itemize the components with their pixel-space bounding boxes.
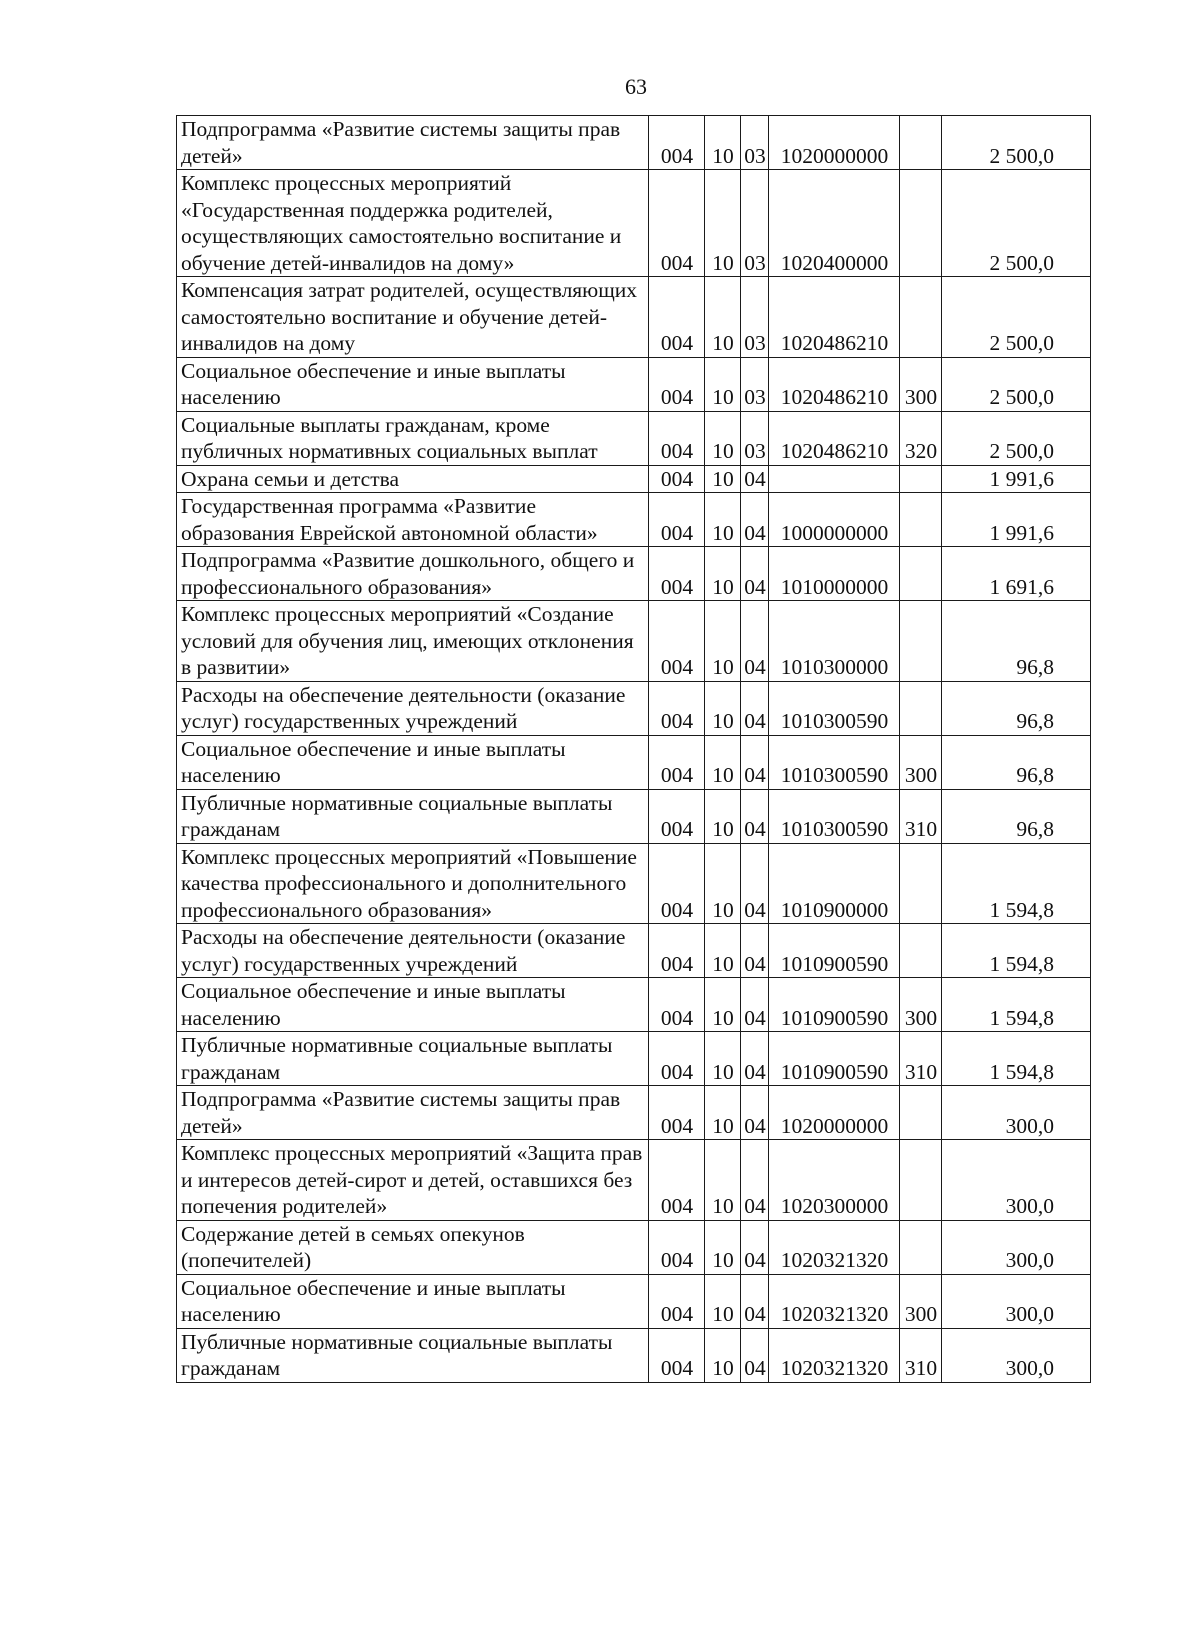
amount-cell: 1 691,6 bbox=[942, 547, 1091, 601]
section-code-cell: 10 bbox=[705, 1220, 741, 1274]
target-article-code-cell: 1020321320 bbox=[769, 1220, 900, 1274]
expense-type-code-cell bbox=[900, 924, 942, 978]
amount-cell: 300,0 bbox=[942, 1328, 1091, 1382]
table-row bbox=[177, 735, 1091, 789]
target-article-code-cell: 1020486210 bbox=[769, 277, 900, 358]
table-row bbox=[177, 411, 1091, 465]
section-code-cell: 10 bbox=[705, 465, 741, 493]
expense-name-cell: Социальные выплаты гражданам, кроме публичных нормативных социальных выплат bbox=[177, 411, 649, 465]
department-code-cell: 004 bbox=[649, 1140, 705, 1221]
target-article-code-cell: 1020300000 bbox=[769, 1140, 900, 1221]
target-article-code-cell: 1010000000 bbox=[769, 547, 900, 601]
amount-cell: 1 594,8 bbox=[942, 1032, 1091, 1086]
expense-name-cell: Содержание детей в семьях опекунов (попечителей) bbox=[177, 1220, 649, 1274]
target-article-code-cell: 1010300590 bbox=[769, 789, 900, 843]
expense-name-cell: Социальное обеспечение и иные выплаты населению bbox=[177, 1274, 649, 1328]
amount-cell: 300,0 bbox=[942, 1274, 1091, 1328]
target-article-code-cell: 1010900590 bbox=[769, 978, 900, 1032]
expense-name-cell: Расходы на обеспечение деятельности (оказание услуг) государственных учреждений bbox=[177, 681, 649, 735]
expense-type-code-cell: 300 bbox=[900, 1274, 942, 1328]
table-row bbox=[177, 1032, 1091, 1086]
expense-name-cell: Комплекс процессных мероприятий «Государственная поддержка родителей, осуществляющих самостоятельно воспитание и обучение детей-инвалидов на дому» bbox=[177, 170, 649, 277]
subsection-code-cell: 04 bbox=[741, 1140, 769, 1221]
department-code-cell: 004 bbox=[649, 116, 705, 170]
expense-type-code-cell bbox=[900, 1220, 942, 1274]
page-number: 63 bbox=[625, 74, 647, 99]
expense-name-cell: Компенсация затрат родителей, осуществляющих самостоятельно воспитание и обучение детей-инвалидов на дому bbox=[177, 277, 649, 358]
expense-type-code-cell bbox=[900, 170, 942, 277]
amount-cell: 1 594,8 bbox=[942, 924, 1091, 978]
amount-cell: 96,8 bbox=[942, 735, 1091, 789]
amount-cell: 2 500,0 bbox=[942, 357, 1091, 411]
target-article-code-cell: 1020486210 bbox=[769, 357, 900, 411]
table-body bbox=[177, 116, 1091, 1383]
target-article-code-cell: 1010300000 bbox=[769, 601, 900, 682]
expense-name-cell: Подпрограмма «Развитие системы защиты прав детей» bbox=[177, 116, 649, 170]
subsection-code-cell: 03 bbox=[741, 116, 769, 170]
amount-cell: 2 500,0 bbox=[942, 170, 1091, 277]
subsection-code-cell: 04 bbox=[741, 789, 769, 843]
section-code-cell: 10 bbox=[705, 735, 741, 789]
subsection-code-cell: 04 bbox=[741, 1274, 769, 1328]
expense-name-cell: Государственная программа «Развитие образования Еврейской автономной области» bbox=[177, 493, 649, 547]
expense-name-cell: Публичные нормативные социальные выплаты гражданам bbox=[177, 1328, 649, 1382]
target-article-code-cell: 1020321320 bbox=[769, 1274, 900, 1328]
subsection-code-cell: 03 bbox=[741, 277, 769, 358]
department-code-cell: 004 bbox=[649, 493, 705, 547]
table-row bbox=[177, 357, 1091, 411]
subsection-code-cell: 04 bbox=[741, 465, 769, 493]
expense-name-cell: Социальное обеспечение и иные выплаты населению bbox=[177, 735, 649, 789]
department-code-cell: 004 bbox=[649, 1220, 705, 1274]
subsection-code-cell: 04 bbox=[741, 681, 769, 735]
subsection-code-cell: 04 bbox=[741, 1086, 769, 1140]
amount-cell: 2 500,0 bbox=[942, 411, 1091, 465]
section-code-cell: 10 bbox=[705, 170, 741, 277]
section-code-cell: 10 bbox=[705, 277, 741, 358]
section-code-cell: 10 bbox=[705, 357, 741, 411]
expense-name-cell: Комплекс процессных мероприятий «Повышение качества профессионального и дополнительного профессионального образования» bbox=[177, 843, 649, 924]
section-code-cell: 10 bbox=[705, 1140, 741, 1221]
department-code-cell: 004 bbox=[649, 277, 705, 358]
target-article-code-cell: 1010900590 bbox=[769, 924, 900, 978]
section-code-cell: 10 bbox=[705, 681, 741, 735]
department-code-cell: 004 bbox=[649, 681, 705, 735]
table-row bbox=[177, 116, 1091, 170]
expense-name-cell: Охрана семьи и детства bbox=[177, 465, 649, 493]
subsection-code-cell: 04 bbox=[741, 1220, 769, 1274]
department-code-cell: 004 bbox=[649, 924, 705, 978]
amount-cell: 2 500,0 bbox=[942, 116, 1091, 170]
subsection-code-cell: 04 bbox=[741, 978, 769, 1032]
amount-cell: 2 500,0 bbox=[942, 277, 1091, 358]
department-code-cell: 004 bbox=[649, 357, 705, 411]
department-code-cell: 004 bbox=[649, 1032, 705, 1086]
subsection-code-cell: 03 bbox=[741, 357, 769, 411]
section-code-cell: 10 bbox=[705, 789, 741, 843]
target-article-code-cell: 1020000000 bbox=[769, 1086, 900, 1140]
expense-type-code-cell: 300 bbox=[900, 357, 942, 411]
target-article-code-cell: 1010900590 bbox=[769, 1032, 900, 1086]
department-code-cell: 004 bbox=[649, 1274, 705, 1328]
expense-name-cell: Социальное обеспечение и иные выплаты населению bbox=[177, 357, 649, 411]
expense-name-cell: Комплекс процессных мероприятий «Защита прав и интересов детей-сирот и детей, оставшихся без попечения родителей» bbox=[177, 1140, 649, 1221]
expense-type-code-cell: 320 bbox=[900, 411, 942, 465]
amount-cell: 300,0 bbox=[942, 1220, 1091, 1274]
department-code-cell: 004 bbox=[649, 843, 705, 924]
department-code-cell: 004 bbox=[649, 1328, 705, 1382]
amount-cell: 300,0 bbox=[942, 1140, 1091, 1221]
table-row bbox=[177, 1140, 1091, 1221]
subsection-code-cell: 04 bbox=[741, 547, 769, 601]
expense-type-code-cell: 310 bbox=[900, 1032, 942, 1086]
budget-table bbox=[176, 115, 1091, 1383]
amount-cell: 1 594,8 bbox=[942, 843, 1091, 924]
amount-cell: 1 991,6 bbox=[942, 465, 1091, 493]
section-code-cell: 10 bbox=[705, 411, 741, 465]
table-row bbox=[177, 170, 1091, 277]
expense-type-code-cell bbox=[900, 843, 942, 924]
table-row bbox=[177, 1274, 1091, 1328]
section-code-cell: 10 bbox=[705, 1328, 741, 1382]
subsection-code-cell: 03 bbox=[741, 411, 769, 465]
table-row bbox=[177, 789, 1091, 843]
target-article-code-cell: 1020486210 bbox=[769, 411, 900, 465]
subsection-code-cell: 04 bbox=[741, 601, 769, 682]
table-row bbox=[177, 601, 1091, 682]
section-code-cell: 10 bbox=[705, 601, 741, 682]
department-code-cell: 004 bbox=[649, 411, 705, 465]
department-code-cell: 004 bbox=[649, 465, 705, 493]
expense-type-code-cell bbox=[900, 601, 942, 682]
table-row bbox=[177, 924, 1091, 978]
amount-cell: 96,8 bbox=[942, 601, 1091, 682]
expense-type-code-cell bbox=[900, 465, 942, 493]
target-article-code-cell: 1020321320 bbox=[769, 1328, 900, 1382]
table-row bbox=[177, 465, 1091, 493]
expense-name-cell: Публичные нормативные социальные выплаты гражданам bbox=[177, 1032, 649, 1086]
target-article-code-cell: 1020400000 bbox=[769, 170, 900, 277]
expense-name-cell: Подпрограмма «Развитие дошкольного, общего и профессионального образования» bbox=[177, 547, 649, 601]
amount-cell: 1 594,8 bbox=[942, 978, 1091, 1032]
expense-type-code-cell bbox=[900, 681, 942, 735]
expense-name-cell: Социальное обеспечение и иные выплаты населению bbox=[177, 978, 649, 1032]
department-code-cell: 004 bbox=[649, 601, 705, 682]
expense-type-code-cell: 300 bbox=[900, 735, 942, 789]
expense-type-code-cell bbox=[900, 493, 942, 547]
subsection-code-cell: 04 bbox=[741, 493, 769, 547]
section-code-cell: 10 bbox=[705, 1274, 741, 1328]
expense-name-cell: Подпрограмма «Развитие системы защиты прав детей» bbox=[177, 1086, 649, 1140]
expense-type-code-cell bbox=[900, 547, 942, 601]
expense-type-code-cell bbox=[900, 116, 942, 170]
amount-cell: 1 991,6 bbox=[942, 493, 1091, 547]
amount-cell: 96,8 bbox=[942, 789, 1091, 843]
table-row bbox=[177, 547, 1091, 601]
department-code-cell: 004 bbox=[649, 547, 705, 601]
amount-cell: 300,0 bbox=[942, 1086, 1091, 1140]
subsection-code-cell: 03 bbox=[741, 170, 769, 277]
expense-type-code-cell bbox=[900, 1086, 942, 1140]
target-article-code-cell: 1020000000 bbox=[769, 116, 900, 170]
subsection-code-cell: 04 bbox=[741, 1328, 769, 1382]
department-code-cell: 004 bbox=[649, 789, 705, 843]
table-row bbox=[177, 1328, 1091, 1382]
table-row bbox=[177, 277, 1091, 358]
section-code-cell: 10 bbox=[705, 493, 741, 547]
section-code-cell: 10 bbox=[705, 116, 741, 170]
table-row bbox=[177, 493, 1091, 547]
section-code-cell: 10 bbox=[705, 1032, 741, 1086]
expense-name-cell: Расходы на обеспечение деятельности (оказание услуг) государственных учреждений bbox=[177, 924, 649, 978]
target-article-code-cell bbox=[769, 465, 900, 493]
expense-type-code-cell bbox=[900, 277, 942, 358]
target-article-code-cell: 1010900000 bbox=[769, 843, 900, 924]
amount-cell: 96,8 bbox=[942, 681, 1091, 735]
expense-name-cell: Комплекс процессных мероприятий «Создание условий для обучения лиц, имеющих отклонения в развитии» bbox=[177, 601, 649, 682]
department-code-cell: 004 bbox=[649, 170, 705, 277]
subsection-code-cell: 04 bbox=[741, 735, 769, 789]
expense-name-cell: Публичные нормативные социальные выплаты гражданам bbox=[177, 789, 649, 843]
section-code-cell: 10 bbox=[705, 547, 741, 601]
target-article-code-cell: 1010300590 bbox=[769, 681, 900, 735]
section-code-cell: 10 bbox=[705, 978, 741, 1032]
table-row bbox=[177, 978, 1091, 1032]
subsection-code-cell: 04 bbox=[741, 843, 769, 924]
section-code-cell: 10 bbox=[705, 843, 741, 924]
expense-type-code-cell bbox=[900, 1140, 942, 1221]
section-code-cell: 10 bbox=[705, 924, 741, 978]
subsection-code-cell: 04 bbox=[741, 1032, 769, 1086]
expense-type-code-cell: 310 bbox=[900, 789, 942, 843]
target-article-code-cell: 1000000000 bbox=[769, 493, 900, 547]
expense-type-code-cell: 300 bbox=[900, 978, 942, 1032]
table-row bbox=[177, 843, 1091, 924]
department-code-cell: 004 bbox=[649, 735, 705, 789]
department-code-cell: 004 bbox=[649, 1086, 705, 1140]
table-row bbox=[177, 1220, 1091, 1274]
table-row bbox=[177, 1086, 1091, 1140]
subsection-code-cell: 04 bbox=[741, 924, 769, 978]
department-code-cell: 004 bbox=[649, 978, 705, 1032]
section-code-cell: 10 bbox=[705, 1086, 741, 1140]
table-row bbox=[177, 681, 1091, 735]
target-article-code-cell: 1010300590 bbox=[769, 735, 900, 789]
expense-type-code-cell: 310 bbox=[900, 1328, 942, 1382]
